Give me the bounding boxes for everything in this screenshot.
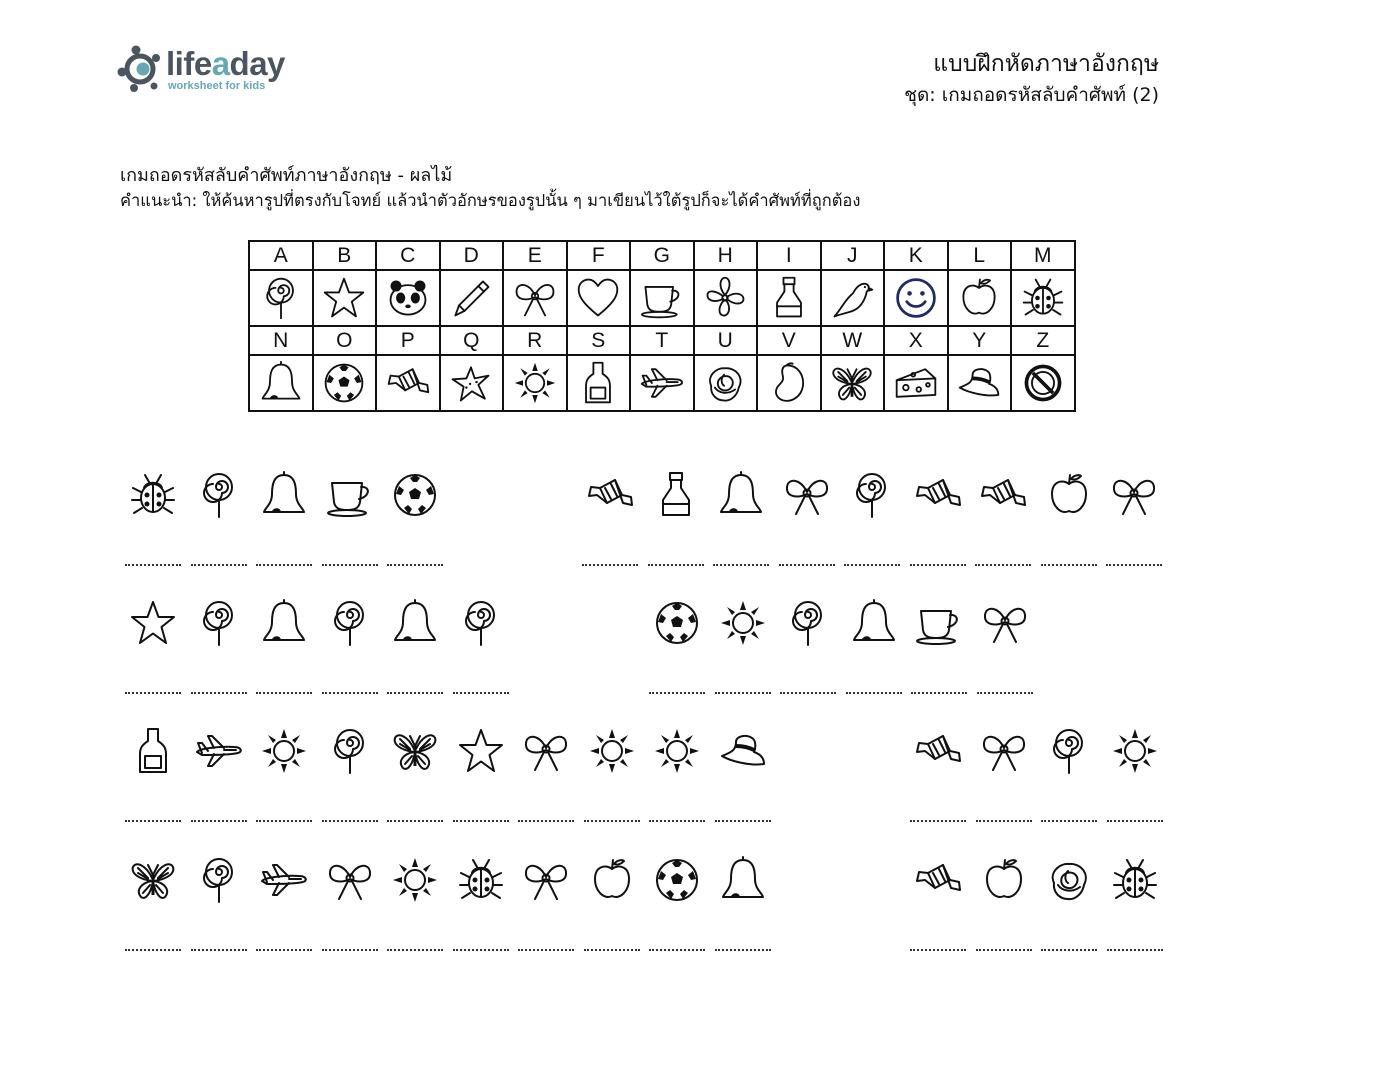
heart-icon: [575, 275, 621, 321]
puzzle-symbol: [913, 470, 963, 520]
candy-icon: [385, 360, 431, 406]
puzzle-symbol: [847, 470, 897, 520]
key-icon-cell: [757, 270, 821, 326]
answer-blank[interactable]: [1107, 945, 1163, 951]
answer-blank[interactable]: [125, 816, 181, 822]
key-letter: F: [567, 241, 631, 270]
candy-icon: [913, 470, 963, 520]
airplane-icon: [194, 726, 244, 776]
puzzle-symbol: [259, 598, 309, 648]
key-letter: X: [884, 326, 948, 355]
cipher-key-table: [248, 240, 1076, 412]
worksheet-title: แบบฝึกหัดภาษาอังกฤษ: [933, 51, 1159, 77]
answer-blank[interactable]: [649, 816, 705, 822]
answer-blank[interactable]: [256, 945, 312, 951]
puzzle-symbol: [979, 726, 1029, 776]
puzzle-symbol: [456, 726, 506, 776]
answer-blank[interactable]: [713, 560, 769, 566]
key-icon-cell: [503, 270, 567, 326]
bow-icon: [325, 855, 375, 905]
answer-blank[interactable]: [191, 560, 247, 566]
answer-blank[interactable]: [977, 688, 1033, 694]
answer-blank[interactable]: [779, 560, 835, 566]
puzzle-symbol: [913, 726, 963, 776]
key-icon-cell: [630, 270, 694, 326]
key-letter: N: [249, 326, 313, 355]
puzzle-symbol: [456, 855, 506, 905]
puzzle-symbol: [194, 726, 244, 776]
star-icon: [456, 726, 506, 776]
answer-blank[interactable]: [780, 688, 836, 694]
answer-blank[interactable]: [191, 816, 247, 822]
game-title: เกมถอดรหัสลับคำศัพท์ภาษาอังกฤษ - ผลไม้: [120, 165, 453, 186]
key-letter: L: [948, 241, 1012, 270]
puzzle-symbol: [128, 470, 178, 520]
answer-blank[interactable]: [453, 816, 509, 822]
bow-icon: [512, 275, 558, 321]
cabbage-icon: [1044, 855, 1094, 905]
answer-blank[interactable]: [584, 945, 640, 951]
sun-icon: [1110, 726, 1160, 776]
puzzle-symbol: [716, 470, 766, 520]
key-letter: D: [440, 241, 504, 270]
puzzle-symbol: [585, 470, 635, 520]
sun-icon: [512, 360, 558, 406]
puzzle-symbol: [325, 598, 375, 648]
lollipop-icon: [194, 855, 244, 905]
wine-bottle-icon: [128, 726, 178, 776]
logo-wordmark: lifeaday: [166, 45, 285, 82]
answer-blank[interactable]: [256, 560, 312, 566]
answer-blank[interactable]: [256, 688, 312, 694]
key-icon-cell: [757, 355, 821, 411]
bell-icon: [259, 598, 309, 648]
answer-blank[interactable]: [911, 688, 967, 694]
answer-blank[interactable]: [649, 945, 705, 951]
puzzle-symbol: [652, 855, 702, 905]
puzzle-symbol: [979, 855, 1029, 905]
answer-blank[interactable]: [387, 688, 443, 694]
answer-blank[interactable]: [649, 688, 705, 694]
key-icon-cell: [948, 355, 1012, 411]
key-letter-row: [249, 241, 1075, 270]
lollipop-icon: [258, 275, 304, 321]
key-letter: I: [757, 241, 821, 270]
key-icon-cell: [567, 355, 631, 411]
answer-blank[interactable]: [844, 560, 900, 566]
puzzle-symbol: [1110, 855, 1160, 905]
lollipop-icon: [847, 470, 897, 520]
sun-icon: [587, 726, 637, 776]
bottle-icon: [766, 275, 812, 321]
key-icon-cell: [821, 355, 885, 411]
puzzle-symbol: [1044, 726, 1094, 776]
apple-icon: [956, 275, 1002, 321]
key-letter: Q: [440, 326, 504, 355]
hat-icon: [718, 726, 768, 776]
key-letter: Y: [948, 326, 1012, 355]
cheese-icon: [893, 360, 939, 406]
puzzle-symbol: [587, 726, 637, 776]
ladybug-icon: [128, 470, 178, 520]
key-icon-cell: [567, 270, 631, 326]
key-icon-cell: [821, 270, 885, 326]
bell-icon: [258, 360, 304, 406]
butterfly-icon: [390, 726, 440, 776]
cup-icon: [914, 598, 964, 648]
puzzle-symbol: [390, 855, 440, 905]
puzzle-symbol: [259, 470, 309, 520]
bird-icon: [829, 275, 875, 321]
bow-icon: [979, 726, 1029, 776]
puzzle-symbol: [652, 598, 702, 648]
bell-icon: [718, 855, 768, 905]
star-icon: [128, 598, 178, 648]
answer-blank[interactable]: [191, 945, 247, 951]
candy-icon: [978, 470, 1028, 520]
cup-icon: [325, 470, 375, 520]
answer-blank[interactable]: [387, 560, 443, 566]
bow-icon: [782, 470, 832, 520]
bell-icon: [259, 470, 309, 520]
puzzle-symbol: [1110, 726, 1160, 776]
answer-blank[interactable]: [1041, 945, 1097, 951]
answer-blank[interactable]: [518, 945, 574, 951]
lollipop-icon: [194, 598, 244, 648]
answer-blank[interactable]: [322, 816, 378, 822]
answer-blank[interactable]: [453, 688, 509, 694]
key-letter: P: [376, 326, 440, 355]
key-icon-cell: [376, 270, 440, 326]
answer-blank[interactable]: [1041, 816, 1097, 822]
starfish-icon: [448, 360, 494, 406]
answer-blank[interactable]: [910, 945, 966, 951]
key-icon-cell: [313, 355, 377, 411]
answer-blank[interactable]: [976, 816, 1032, 822]
apple-icon: [979, 855, 1029, 905]
answer-blank[interactable]: [322, 688, 378, 694]
pencil-icon: [448, 275, 494, 321]
wine-bottle-icon: [575, 360, 621, 406]
puzzle-symbol: [194, 598, 244, 648]
candy-icon: [913, 855, 963, 905]
lollipop-icon: [325, 726, 375, 776]
answer-blank[interactable]: [910, 816, 966, 822]
ladybug-icon: [456, 855, 506, 905]
lollipop-icon: [194, 470, 244, 520]
butterfly-icon: [128, 855, 178, 905]
puzzle-symbol: [783, 598, 833, 648]
puzzle-symbol: [782, 470, 832, 520]
answer-blank[interactable]: [453, 945, 509, 951]
puzzle-symbol: [980, 598, 1030, 648]
key-icon-cell: [503, 355, 567, 411]
puzzle-symbol: [978, 470, 1028, 520]
logo-tagline: worksheet for kids: [168, 80, 266, 92]
answer-blank[interactable]: [322, 945, 378, 951]
key-icon-cell: [249, 355, 313, 411]
puzzle-symbol: [718, 726, 768, 776]
bottle-icon: [651, 470, 701, 520]
hat-icon: [956, 360, 1002, 406]
key-letter: B: [313, 241, 377, 270]
answer-blank[interactable]: [191, 688, 247, 694]
answer-blank[interactable]: [715, 816, 771, 822]
key-letter-row: [249, 326, 1075, 355]
answer-blank[interactable]: [1107, 816, 1163, 822]
ladybug-icon: [1020, 275, 1066, 321]
bow-icon: [521, 726, 571, 776]
logo-molecule-icon: [116, 44, 166, 94]
butterfly-icon: [829, 360, 875, 406]
bell-icon: [849, 598, 899, 648]
key-letter: H: [694, 241, 758, 270]
key-icon-cell: [1011, 355, 1075, 411]
puzzle-symbol: [521, 855, 571, 905]
key-icon-cell: [630, 355, 694, 411]
puzzle-symbol: [1044, 470, 1094, 520]
bow-icon: [1109, 470, 1159, 520]
puzzle-symbol: [259, 855, 309, 905]
key-icon-cell: [694, 270, 758, 326]
key-icon-cell: [249, 270, 313, 326]
answer-blank[interactable]: [976, 945, 1032, 951]
bell-icon: [390, 598, 440, 648]
airplane-icon: [259, 855, 309, 905]
key-letter: U: [694, 326, 758, 355]
key-icon-cell: [948, 270, 1012, 326]
puzzle-symbol: [128, 855, 178, 905]
key-icon-cell: [313, 270, 377, 326]
bell-icon: [716, 470, 766, 520]
puzzle-symbol: [390, 598, 440, 648]
key-letter: Z: [1011, 326, 1075, 355]
key-letter: E: [503, 241, 567, 270]
key-icon-cell: [884, 355, 948, 411]
panda-icon: [385, 275, 431, 321]
key-letter: K: [884, 241, 948, 270]
flower-icon: [702, 275, 748, 321]
lollipop-icon: [783, 598, 833, 648]
answer-blank[interactable]: [322, 560, 378, 566]
answer-blank[interactable]: [584, 816, 640, 822]
key-letter: J: [821, 241, 885, 270]
key-letter: S: [567, 326, 631, 355]
puzzle-symbol: [913, 855, 963, 905]
puzzle-symbol: [914, 598, 964, 648]
key-letter: R: [503, 326, 567, 355]
key-letter: M: [1011, 241, 1075, 270]
key-icon-cell: [884, 270, 948, 326]
sun-icon: [390, 855, 440, 905]
cabbage-icon: [702, 360, 748, 406]
sun-icon: [259, 726, 309, 776]
key-icon-cell: [694, 355, 758, 411]
soccer-ball-icon: [321, 360, 367, 406]
key-letter: A: [249, 241, 313, 270]
apple-icon: [1044, 470, 1094, 520]
lollipop-icon: [456, 598, 506, 648]
lollipop-icon: [325, 598, 375, 648]
cup-icon: [639, 275, 685, 321]
puzzle-symbol: [651, 470, 701, 520]
key-letter: V: [757, 326, 821, 355]
puzzle-symbol: [194, 855, 244, 905]
answer-blank[interactable]: [582, 560, 638, 566]
answer-blank[interactable]: [1106, 560, 1162, 566]
mango-icon: [766, 360, 812, 406]
puzzle-symbol: [325, 726, 375, 776]
key-letter: C: [376, 241, 440, 270]
ladybug-icon: [1110, 855, 1160, 905]
answer-blank[interactable]: [518, 816, 574, 822]
answer-blank[interactable]: [125, 945, 181, 951]
bow-icon: [980, 598, 1030, 648]
apple-icon: [587, 855, 637, 905]
answer-blank[interactable]: [387, 945, 443, 951]
key-icon-cell: [440, 355, 504, 411]
soccer-ball-icon: [390, 470, 440, 520]
candy-icon: [585, 470, 635, 520]
puzzle-symbol: [456, 598, 506, 648]
puzzle-symbol: [325, 855, 375, 905]
answer-blank[interactable]: [648, 560, 704, 566]
puzzle-symbol: [718, 598, 768, 648]
answer-blank[interactable]: [715, 945, 771, 951]
puzzle-symbol: [1109, 470, 1159, 520]
answer-blank[interactable]: [846, 688, 902, 694]
key-letter: T: [630, 326, 694, 355]
puzzle-symbol: [849, 598, 899, 648]
puzzle-symbol: [194, 470, 244, 520]
answer-blank[interactable]: [715, 688, 771, 694]
answer-blank[interactable]: [125, 688, 181, 694]
puzzle-symbol: [325, 470, 375, 520]
puzzle-symbol: [259, 726, 309, 776]
puzzle-symbol: [128, 598, 178, 648]
puzzle-symbol: [521, 726, 571, 776]
sun-icon: [652, 726, 702, 776]
puzzle-symbol: [652, 726, 702, 776]
key-icon-cell: [1011, 270, 1075, 326]
no-sign-icon: [1020, 360, 1066, 406]
puzzle-symbol: [128, 726, 178, 776]
bow-icon: [521, 855, 571, 905]
lollipop-icon: [1044, 726, 1094, 776]
answer-blank[interactable]: [975, 560, 1031, 566]
star-icon: [321, 275, 367, 321]
worksheet-subtitle: ชุด: เกมถอดรหัสลับคำศัพท์ (2): [904, 84, 1159, 106]
key-icon-cell: [440, 270, 504, 326]
puzzle-symbol: [390, 726, 440, 776]
key-letter: G: [630, 241, 694, 270]
puzzle-symbol: [587, 855, 637, 905]
puzzle-symbol: [1044, 855, 1094, 905]
answer-blank[interactable]: [256, 816, 312, 822]
answer-blank[interactable]: [910, 560, 966, 566]
key-icon-row: [249, 270, 1075, 326]
key-icon-cell: [376, 355, 440, 411]
smiley-icon: [893, 275, 939, 321]
lifeaday-logo: [116, 42, 306, 98]
key-letter: O: [313, 326, 377, 355]
answer-blank[interactable]: [125, 560, 181, 566]
soccer-ball-icon: [652, 855, 702, 905]
airplane-icon: [639, 360, 685, 406]
answer-blank[interactable]: [1041, 560, 1097, 566]
puzzle-symbol: [718, 855, 768, 905]
key-icon-row: [249, 355, 1075, 411]
instruction-text: คำแนะนำ: ให้ค้นหารูปที่ตรงกับโจทย์ แล้วนำตัวอักษรของรูปนั้น ๆ มาเขียนไว้ใต้รูปก็จะได้คำศัพท์ที่ถูกต้อง: [120, 191, 861, 210]
candy-icon: [913, 726, 963, 776]
answer-blank[interactable]: [387, 816, 443, 822]
sun-icon: [718, 598, 768, 648]
soccer-ball-icon: [652, 598, 702, 648]
key-letter: W: [821, 326, 885, 355]
puzzle-symbol: [390, 470, 440, 520]
